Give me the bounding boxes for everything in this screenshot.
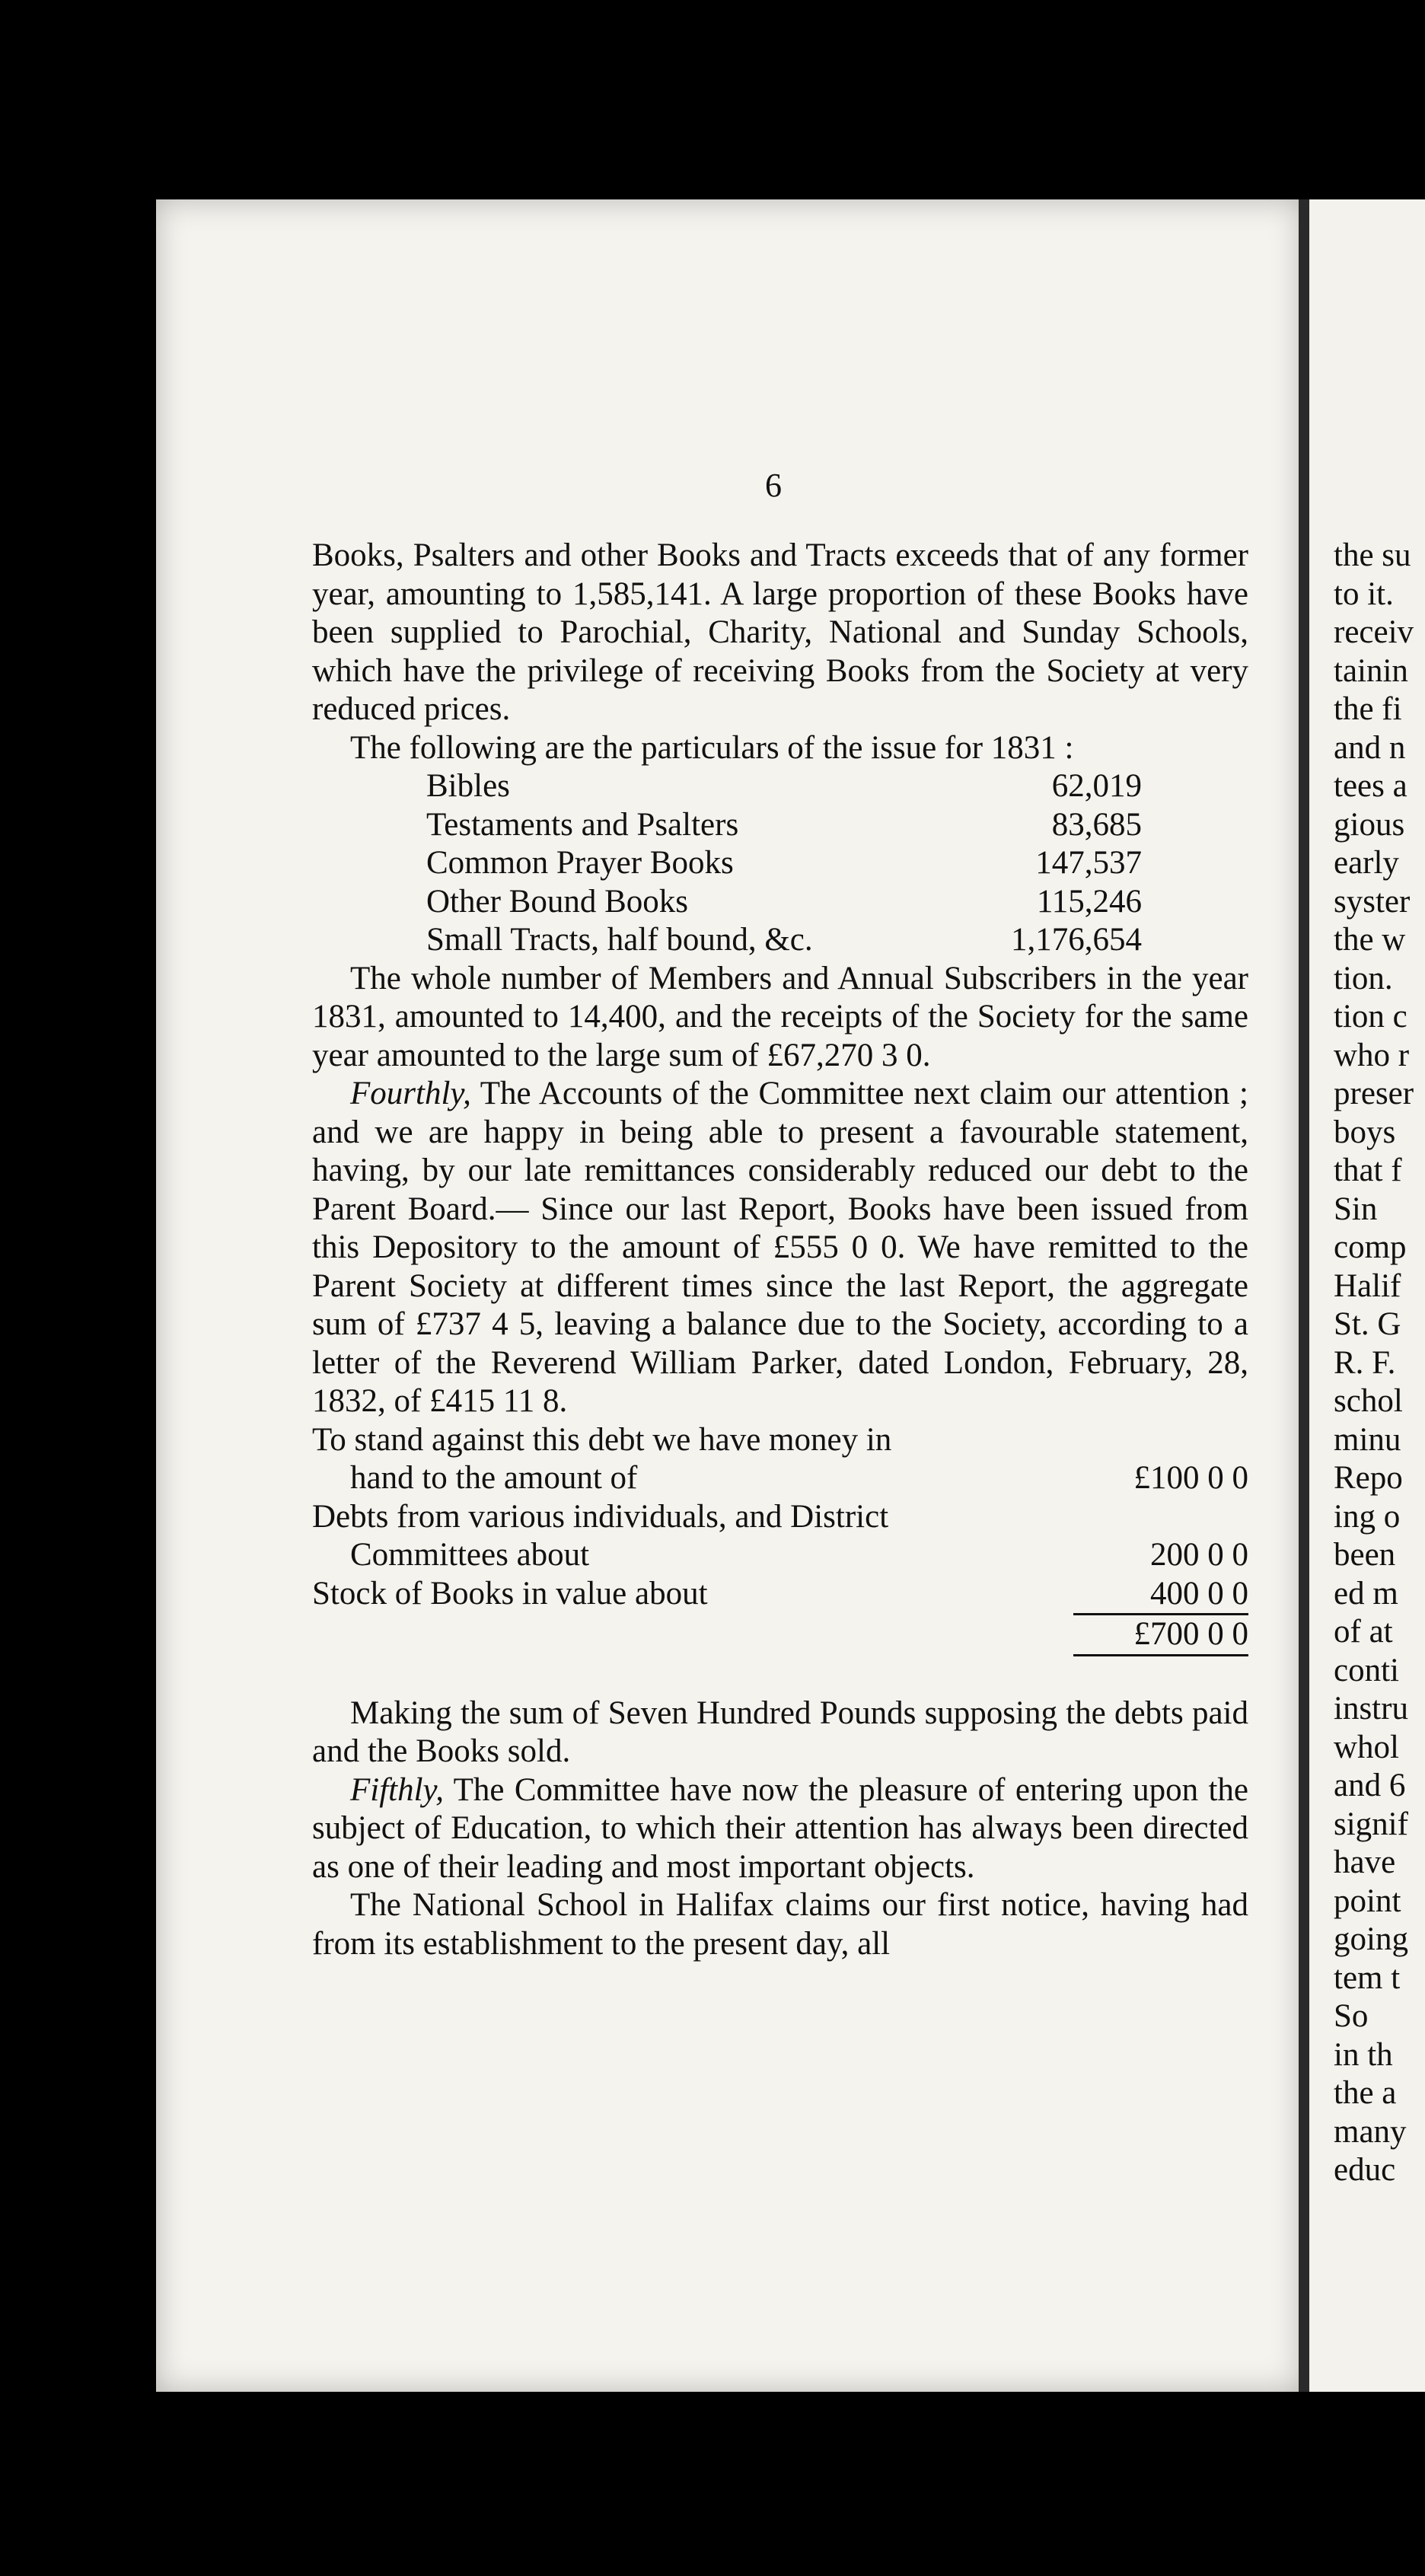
fourthly-lead: Fourthly, [350, 1076, 471, 1111]
right-page-line: and 6 [1334, 1768, 1406, 1803]
issue-label: Common Prayer Books [426, 845, 734, 881]
issue-table [426, 767, 1142, 960]
accounts-line: To stand against this debt we have money in [312, 1421, 892, 1458]
right-page-line: boys [1334, 1114, 1396, 1150]
right-page-line: educ [1334, 2152, 1396, 2188]
right-page-line: tainin [1334, 652, 1408, 689]
right-page-line: instru [1334, 1691, 1408, 1726]
right-page-line: ed m [1334, 1575, 1398, 1612]
right-page-line: of at [1334, 1614, 1393, 1650]
right-page-line: going [1334, 1921, 1408, 1957]
right-page-line: and n [1334, 729, 1406, 766]
issue-row [426, 883, 1142, 922]
right-page-line: the w [1334, 922, 1406, 958]
right-page-line: have [1334, 1844, 1396, 1880]
issue-value: 115,246 [1036, 883, 1142, 920]
issue-row [426, 921, 1142, 960]
national-paragraph: The National School in Halifax claims our first notice, having had from its establishment to the present day, all [312, 1887, 1248, 1962]
issue-label: Testaments and Psalters [426, 806, 739, 843]
right-page-line: tem t [1334, 1959, 1401, 1996]
right-page-line: comp [1334, 1229, 1407, 1265]
right-page-line: conti [1334, 1652, 1399, 1688]
right-page-line: receiv [1334, 614, 1414, 650]
accounts-line: Committees about [350, 1537, 590, 1573]
issue-row [426, 767, 1142, 806]
right-page-line: syster [1334, 883, 1411, 920]
issue-value: 147,537 [1035, 845, 1142, 881]
right-page-line: been [1334, 1537, 1396, 1573]
right-page-line: to it. [1334, 575, 1394, 612]
right-page-text [1334, 537, 1414, 2190]
right-page-line: Halif [1334, 1267, 1401, 1304]
right-page-line: So [1334, 1998, 1369, 2034]
right-page-line: the fi [1334, 691, 1402, 727]
issue-value: 83,685 [1051, 806, 1142, 843]
right-page-line: gious [1334, 806, 1405, 843]
right-page-line: signif [1334, 1806, 1408, 1842]
page-gutter [1299, 199, 1309, 2392]
right-page-line: in th [1334, 2036, 1393, 2073]
issue-label: Bibles [426, 768, 510, 804]
issue-label: Small Tracts, half bound, &c. [426, 922, 813, 958]
right-page-line: schol [1334, 1383, 1403, 1419]
fourthly-paragraph [312, 1075, 1248, 1421]
right-page-line: early [1334, 845, 1399, 881]
right-page-line: that f [1334, 1153, 1402, 1188]
right-page-line: tion c [1334, 999, 1407, 1035]
issue-heading: The following are the particulars of the issue for 1831 : [350, 729, 1074, 766]
right-page-line: whol [1334, 1729, 1399, 1765]
right-page-line: Repo [1334, 1460, 1403, 1496]
accounts-line: Debts from various individuals, and District [312, 1498, 889, 1535]
right-page-line: point [1334, 1883, 1401, 1919]
accounts-amount: 200 0 0 [1150, 1537, 1248, 1573]
fourthly-text: The Accounts of the Committee next claim our attention ; and we are happy in being able to present a favourable statement, having, by our late remittances considerably reduced our debt to the Parent Board.— Since our last Report, Books have been issued from this Depository to the amount of £555 0 0. We have remitted to the Parent Society at different times since the last Report, the aggregate sum of £737 4 5, leaving a balance due to the Society, according to a letter of the Reverend William Parker, dated London, February, 28, 1832, of £415 11 8. [312, 1076, 1248, 1419]
issue-value: 1,176,654 [1011, 922, 1142, 958]
right-page-line: the a [1334, 2075, 1397, 2111]
right-page-line: tees a [1334, 768, 1407, 804]
issue-value: 62,019 [1051, 768, 1142, 804]
accounts-table [312, 1421, 1248, 1656]
page-number: 6 [765, 467, 782, 504]
right-page-line: Sin [1334, 1191, 1378, 1227]
fifthly-lead: Fifthly, [350, 1771, 445, 1808]
accounts-amount: £100 0 0 [1133, 1460, 1248, 1496]
right-page-line: many [1334, 2113, 1407, 2150]
right-page-line: who r [1334, 1037, 1410, 1073]
accounts-line: Stock of Books in value about [312, 1576, 708, 1612]
right-page-line: ing o [1334, 1498, 1401, 1535]
fifthly-text: The Committee have now the pleasure of entering upon the subject of Education, to which their attention has always been directed as one of their leading and most important objects. [312, 1771, 1248, 1885]
members-paragraph: The whole number of Members and Annual Subscribers in the year 1831, amounted to 14,400, and the receipts of the Society for the same year amounted to the large sum of £67,270 3 0. [312, 960, 1248, 1073]
right-page-line: minu [1334, 1421, 1401, 1458]
fifthly-paragraph [312, 1771, 1248, 1887]
main-text [312, 537, 1248, 1963]
accounts-line: hand to the amount of [350, 1460, 638, 1496]
right-page-line: tion. [1334, 960, 1393, 996]
right-page-line: the su [1334, 537, 1411, 573]
right-page-line: St. G [1334, 1306, 1401, 1342]
right-page-line: R. F. [1334, 1344, 1396, 1381]
intro-paragraph: Books, Psalters and other Books and Tracts exceeds that of any former year, amounting to 1,585,141. A large proportion of these Books have been supplied to Parochial, Charity, National and Sunday Schools, which have the privilege of receiving Books from the Society at very reduced prices. [312, 537, 1248, 727]
accounts-amount: 400 0 0 [1150, 1575, 1248, 1612]
issue-row [426, 844, 1142, 883]
issue-label: Other Bound Books [426, 883, 688, 920]
making-paragraph: Making the sum of Seven Hundred Pounds supposing the debts paid and the Books sold. [312, 1694, 1248, 1769]
accounts-total: £700 0 0 [1073, 1615, 1248, 1656]
right-page-line: preser [1334, 1076, 1414, 1111]
issue-row [426, 806, 1142, 845]
